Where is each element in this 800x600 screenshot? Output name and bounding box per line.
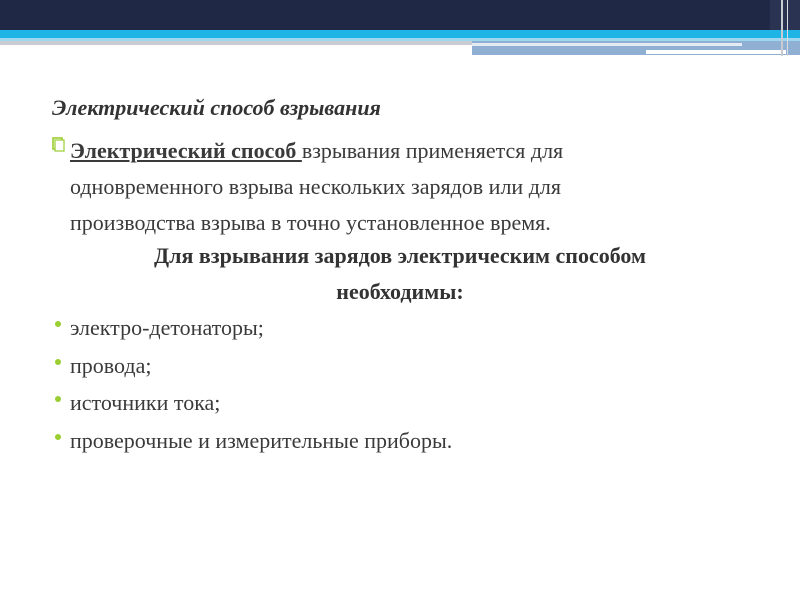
intro-line3: производства взрыва в точно установленное время. [70, 210, 551, 235]
header-vertical-line-thin [787, 0, 788, 56]
bullet-dot-icon [55, 359, 61, 365]
bullet-item [52, 385, 452, 423]
header-dark-band [0, 0, 800, 30]
heading-line2: необходимы: [336, 279, 464, 304]
bullet-item [52, 348, 452, 386]
checkbox-bullet-icon [52, 137, 65, 152]
slide-title: Электрический способ взрывания [52, 95, 381, 120]
header-blue-bar-highlight [472, 43, 742, 46]
intro-line1: взрывания применяется для [301, 138, 564, 163]
bullet-item [52, 310, 452, 348]
intro-line2: одновременного взрыва нескольких зарядов или для [70, 174, 561, 199]
bullet-dot-icon [55, 321, 61, 327]
header-white-stripe [646, 50, 786, 54]
section-heading [60, 238, 740, 310]
header-grey-bar [0, 41, 472, 45]
heading-line1: Для взрывания зарядов электрическим способом [154, 243, 646, 268]
bullet-dot-icon [55, 396, 61, 402]
bullet-list [52, 310, 452, 460]
intro-paragraph [52, 133, 742, 241]
bullet-text: проверочные и измерительные приборы. [70, 427, 453, 453]
intro-text [70, 133, 742, 241]
bullet-text: источники тока; [70, 390, 221, 415]
bullet-item [52, 423, 452, 461]
header-cyan-band [0, 30, 800, 38]
header-corner [770, 0, 800, 30]
bullet-text: провода; [70, 352, 152, 378]
bullet-text: электро-детонаторы; [70, 315, 264, 340]
header-vertical-line [781, 0, 783, 56]
bullet-dot-icon [55, 434, 61, 440]
intro-lead: Электрический способ [70, 138, 302, 163]
